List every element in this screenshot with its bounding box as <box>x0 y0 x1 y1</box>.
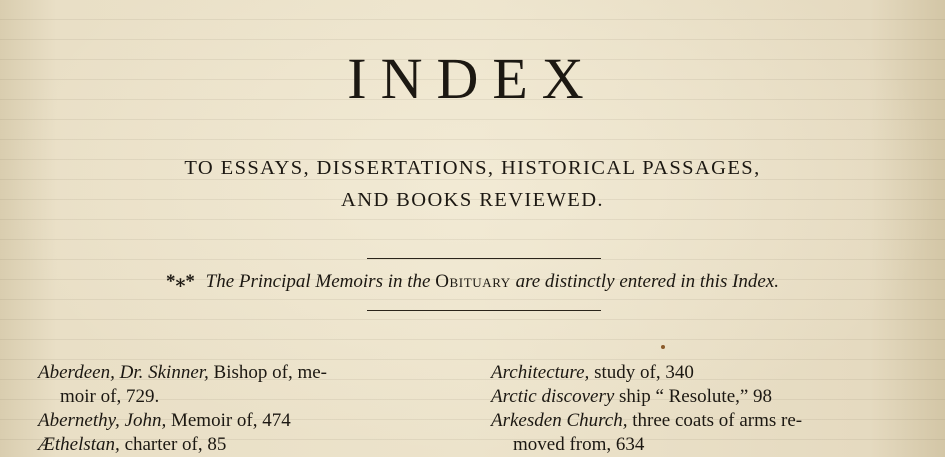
note-obituary-word: Obituary <box>435 271 511 292</box>
entry-text: Memoir of, 474 <box>166 410 291 431</box>
entry-heading: Arctic discovery <box>491 386 615 407</box>
entry-heading: Arkesden Church, <box>491 410 628 431</box>
entry-heading: Architecture, <box>491 362 590 383</box>
entry-text: study of, 340 <box>589 362 694 383</box>
entry-text: three coats of arms re- <box>627 410 803 431</box>
entry-text: charter of, 85 <box>119 434 227 455</box>
entry-text: ship “ Resolute,” 98 <box>614 386 773 407</box>
index-column-right <box>491 361 911 457</box>
entry-continuation: moved from, 634 <box>513 434 645 455</box>
page-title: INDEX <box>347 46 598 111</box>
entry-heading: Æthelstan, <box>38 434 120 455</box>
index-entry <box>491 385 911 409</box>
index-entry <box>38 409 468 433</box>
ink-speck <box>661 345 665 349</box>
note-text-after: are distinctly entered in this Index. <box>515 271 780 292</box>
index-entry <box>38 361 468 409</box>
subtitle-line-2: AND BOOKS REVIEWED. <box>341 189 604 211</box>
index-entry <box>38 433 468 457</box>
subtitle-line-1: TO ESSAYS, DISSERTATIONS, HISTORICAL PASSAGES, <box>184 157 761 179</box>
asterism-mark: *⁎* <box>165 271 195 292</box>
entry-continuation: moir of, 729. <box>60 386 160 407</box>
entry-heading: Abernethy, John, <box>38 410 167 431</box>
index-entry <box>491 361 911 385</box>
obituary-note <box>0 270 945 293</box>
index-column-left <box>38 361 468 457</box>
index-entry <box>491 409 911 457</box>
entry-heading: Aberdeen, Dr. Skinner, <box>38 362 209 383</box>
divider-rule-top <box>367 258 601 259</box>
note-text-before: The Principal Memoirs in the <box>205 271 431 292</box>
divider-rule-bottom <box>367 310 601 311</box>
entry-text: Bishop of, me- <box>208 362 328 383</box>
